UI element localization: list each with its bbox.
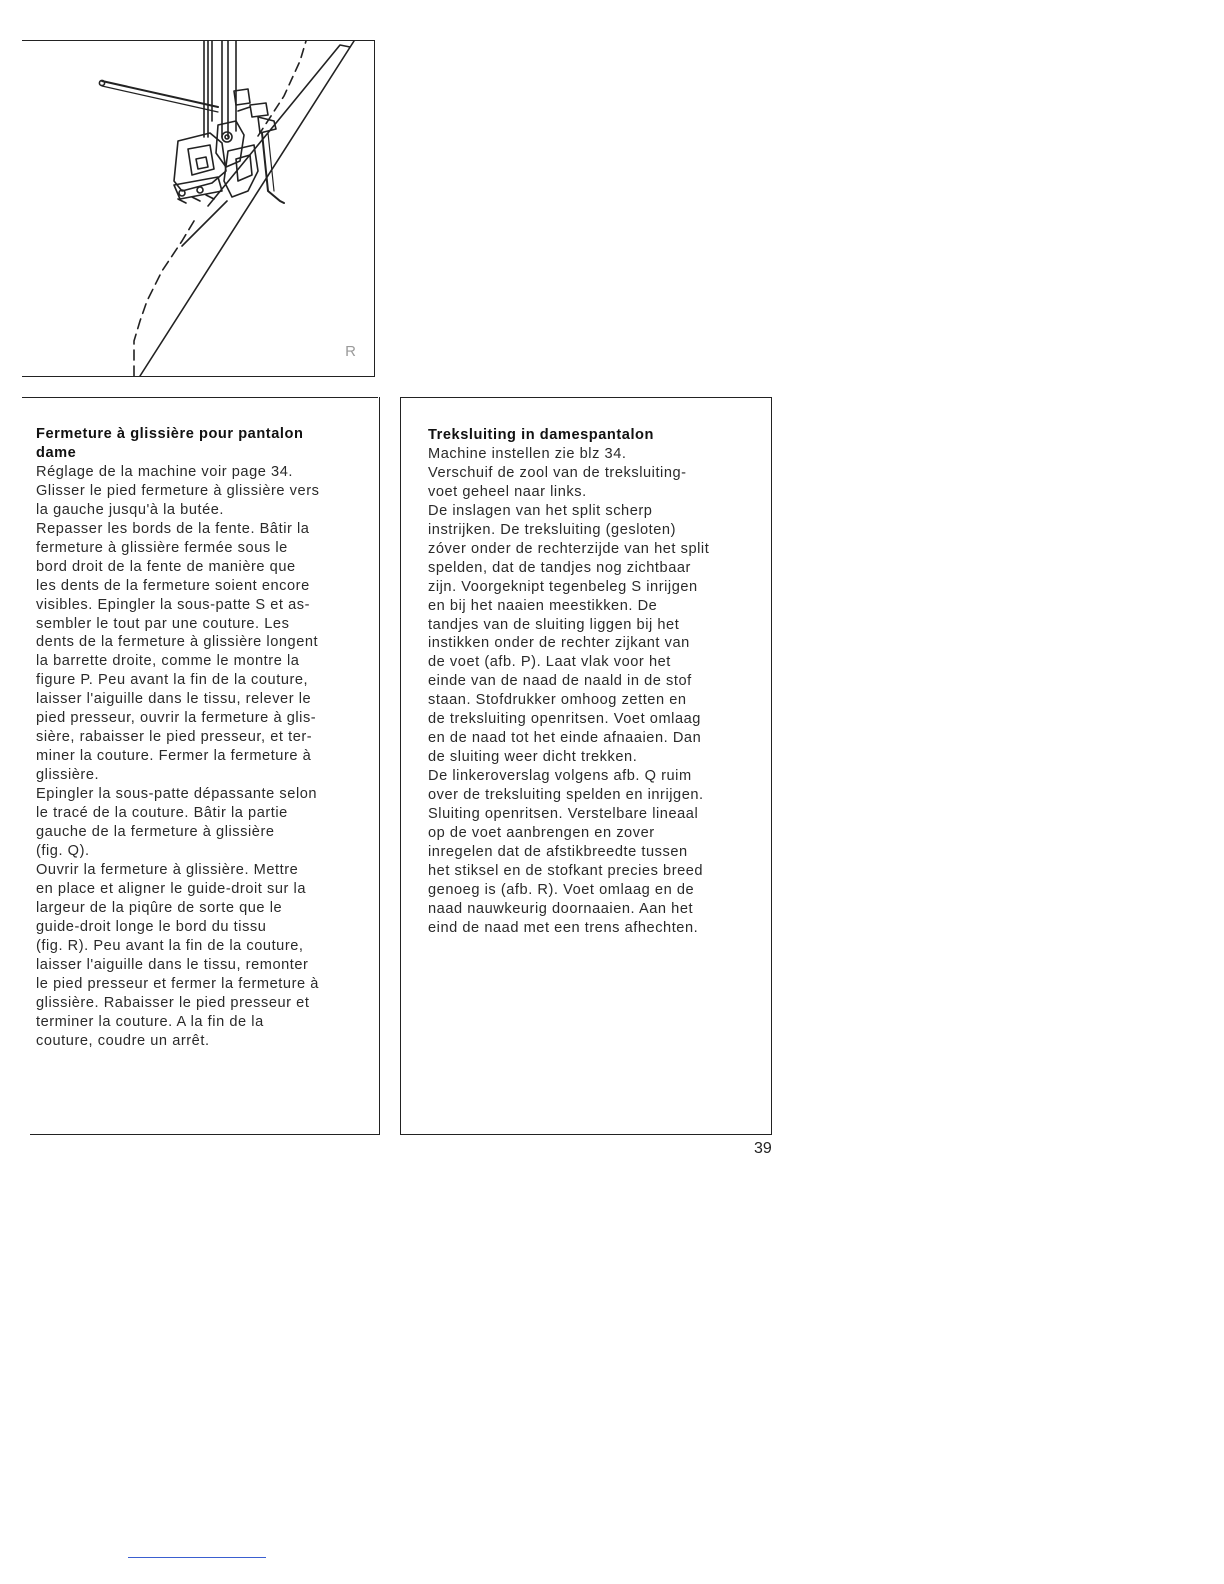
french-paragraph: Glisser le pied fermeture à glissière vers la gauche jusqu'à la butée.: [36, 482, 320, 518]
sewing-foot-drawing: [22, 41, 374, 376]
french-paragraph: Repasser les bords de la fente. Bâtir la fermeture à glissière fermée sous le bord droit de la fente de manière que les dents de la fermeture soient encore visibles. Epingler la sous-patte S et as- sembler le tout par une couture. Les dents de la fermeture à glissière longent la barrette droite, comme le montre la figure P. Peu avant la fin de la couture, laisser l'aiguille dans le tissu, relever le pied presseur, ouvrir la fermeture à glis- sière, rabaisser le pied presseur, et ter- miner la couture. Fermer la fermeture à glissière.: [36, 520, 319, 784]
figure-label: R: [345, 343, 356, 360]
fabric-edge-line: [140, 41, 354, 376]
french-column: [36, 425, 372, 1050]
dutch-paragraph: De inslagen van het split scherp instrijken. De treksluiting (gesloten) zóver onder de rechterzijde van het split spelden, dat de tandjes nog zichtbaar zijn. Voorgeknipt tegenbeleg S inrijgen en bij het naaien meestikken. De tandjes van de sluiting liggen bij het instikken onder de rechter zijkant van de voet (afb. P). Laat vlak voor het einde van de naad de naald in de stof staan. Stofdrukker omhoog zetten en de treksluiting openritsen. Voet omlaag en de naad tot het einde afnaaien. Dan de sluiting weer dicht trekken.: [428, 502, 710, 766]
footer-rule: [128, 1557, 266, 1558]
dutch-heading: Treksluiting in damespantalon: [428, 427, 654, 443]
page-number: 39: [754, 1140, 772, 1157]
french-paragraph: Ouvrir la fermeture à glissière. Mettre en place et aligner le guide-droit sur la largeur de la piqûre de sorte que le guide-droit longe le bord du tissu (fig. R). Peu avant la fin de la couture, laisser l'aiguille dans le tissu, remonter le pied presseur et fermer la fermeture à glissière. Rabaisser le pied presseur et terminer la couture. A la fin de la couture, coudre un arrêt.: [36, 861, 319, 1049]
french-instructions-box: [30, 397, 380, 1135]
dutch-paragraph: Machine instellen zie blz 34.: [428, 445, 627, 462]
dutch-paragraph: De linkeroverslag volgens afb. Q ruim over de treksluiting spelden en inrijgen. Sluiting openritsen. Verstelbare lineaal op de voet aanbrengen en zover inregelen dat de afstikbreedte tussen het stiksel en de stofkant precies breed genoeg is (afb. R). Voet omlaag en de naad nauwkeurig doornaaien. Aan het eind de naad met een trens afhechten.: [428, 768, 704, 936]
french-paragraph: Epingler la sous-patte dépassante selon le tracé de la couture. Bâtir la partie gauche de la fermeture à glissière (fig. Q).: [36, 786, 318, 859]
dutch-column: [428, 426, 768, 938]
figure-r-illustration: [22, 40, 375, 377]
french-heading: Fermeture à glissière pour pantalon dame: [36, 426, 304, 461]
french-paragraph: Réglage de la machine voir page 34.: [36, 463, 293, 480]
dutch-instructions-box: [400, 397, 772, 1135]
dutch-paragraph: Verschuif de zool van de treksluiting- voet geheel naar links.: [428, 464, 687, 500]
